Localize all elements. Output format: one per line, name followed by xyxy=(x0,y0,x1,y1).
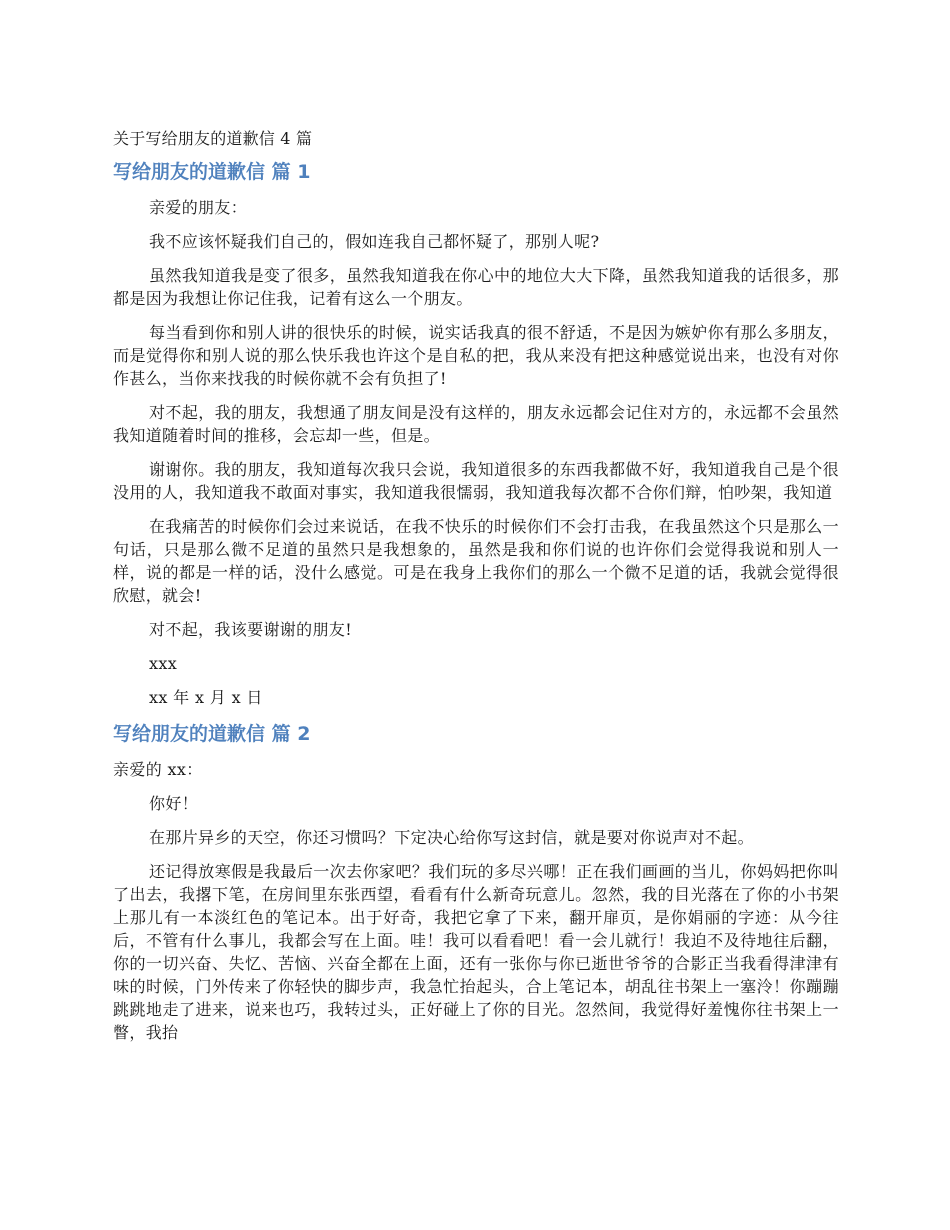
section-1 xyxy=(113,158,839,709)
letter-salutation: 亲爱的朋友： xyxy=(149,198,248,217)
paragraph: 在那片异乡的天空，你还习惯吗？下定决心给你写这封信，就是要对你说声对不起。 xyxy=(149,828,754,847)
paragraph: 我不应该怀疑我们自己的，假如连我自己都怀疑了，那别人呢? xyxy=(149,232,600,251)
section-heading: 写给朋友的道歉信 篇 2 xyxy=(113,723,311,745)
paragraph: 谢谢你。我的朋友，我知道每次我只会说，我知道很多的东西我都做不好，我知道我自己是个很没用的人，我知道我不敢面对事实，我知道我很懦弱，我知道我每次都不合你们辩，怕吵架，我知道 xyxy=(113,460,839,502)
document-title: 关于写给朋友的道歉信 4 篇 xyxy=(113,129,313,148)
section-heading: 写给朋友的道歉信 篇 1 xyxy=(113,161,311,183)
letter-salutation: 亲爱的 xx： xyxy=(113,760,203,779)
paragraph: 虽然我知道我是变了很多，虽然我知道我在你心中的地位大大下降，虽然我知道我的话很多，那都是因为我想让你记住我，记着有这么一个朋友。 xyxy=(113,266,839,308)
paragraph: 每当看到你和别人讲的很快乐的时候，说实话我真的很不舒适，不是因为嫉妒你有那么多朋友，而是觉得你和别人说的那么快乐我也许这个是自私的把，我从来没有把这种感觉说出来，也没有对你作甚么，当你来找我的时候你就不会有负担了! xyxy=(113,323,839,388)
letter-date: xx 年 x 月 x 日 xyxy=(149,688,263,707)
document-body xyxy=(113,126,839,1055)
letter-signature: xxx xyxy=(149,654,178,673)
section-2 xyxy=(113,720,839,1044)
paragraph: 还记得放寒假是我最后一次去你家吧？我们玩的多尽兴哪！正在我们画画的当儿，你妈妈把你叫了出去，我撂下笔，在房间里东张西望，看看有什么新奇玩意儿。忽然，我的目光落在了你的小书架上那儿有一本淡红色的笔记本。出于好奇，我把它拿了下来，翻开扉页，是你娟丽的字迹：从今往后，不管有什么事儿，我都会写在上面。哇！我可以看看吧！看一会儿就行！我迫不及待地往后翻，你的一切兴奋、失忆、苦恼、兴奋全都在上面，还有一张你与你已逝世爷爷的合影正当我看得津津有味的时候，门外传来了你轻快的脚步声，我急忙抬起头，合上笔记本，胡乱往书架上一塞泠！你蹦蹦跳跳地走了进来，说来也巧，我转过头，正好碰上了你的目光。忽然间，我觉得好羞愧你往书架上一瞥，我抬 xyxy=(113,862,839,1042)
paragraph: 你好！ xyxy=(149,794,199,813)
paragraph: 对不起，我的朋友，我想通了朋友间是没有这样的，朋友永远都会记住对方的，永远都不会虽然我知道随着时间的推移，会忘却一些，但是。 xyxy=(113,403,839,445)
paragraph: 对不起，我该要谢谢的朋友! xyxy=(149,620,352,639)
paragraph: 在我痛苦的时候你们会过来说话，在我不快乐的时候你们不会打击我，在我虽然这个只是那么一句话，只是那么微不足道的虽然只是我想象的，虽然是我和你们说的也许你们会觉得我说和别人一样，说的都是一样的话，没什么感觉。可是在我身上我你们的那么一个微不足道的话，我就会觉得很欣慰，就会! xyxy=(113,517,839,605)
